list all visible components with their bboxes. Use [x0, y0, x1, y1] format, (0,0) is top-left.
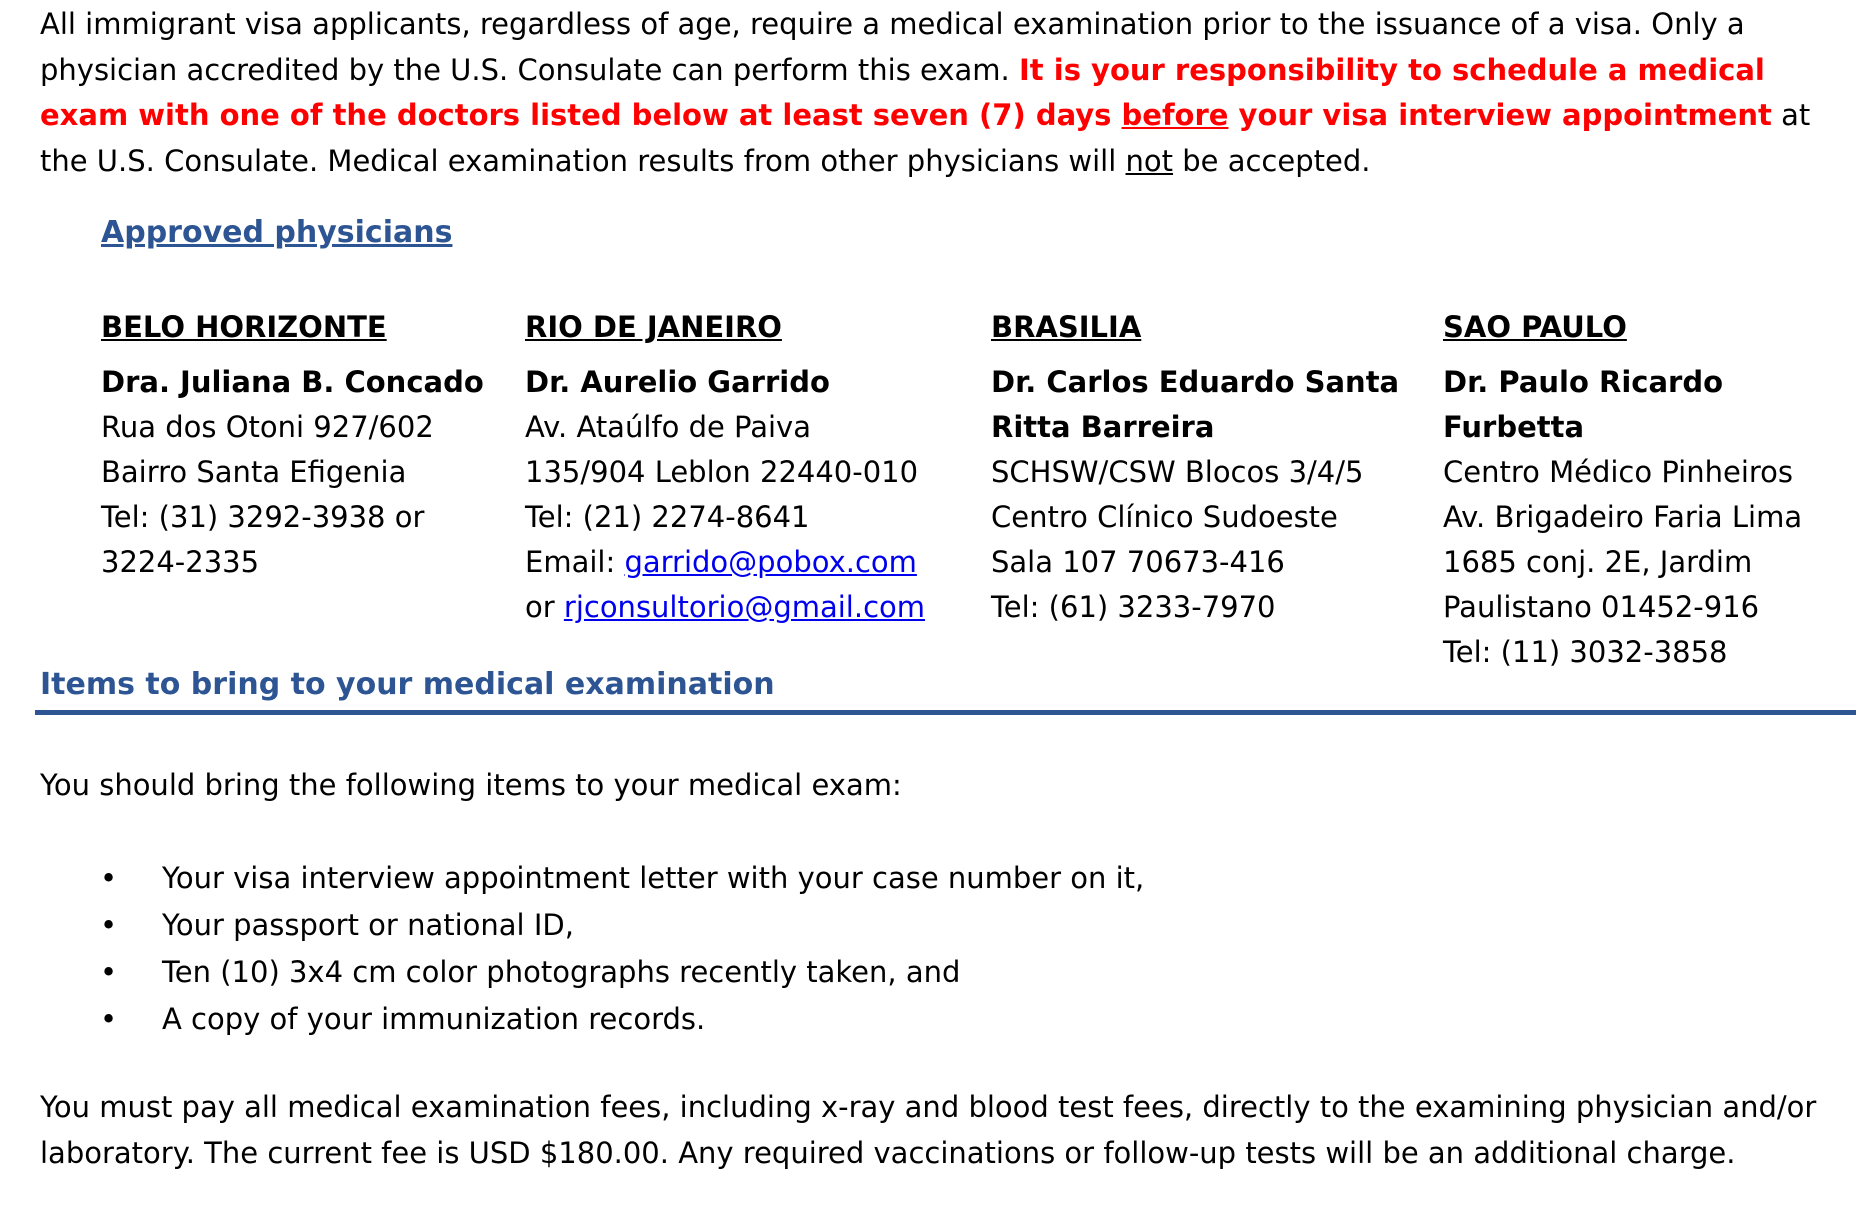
- bullet-icon: •: [100, 1002, 118, 1036]
- phone-line: Tel: (21) 2274-8641: [525, 500, 810, 534]
- list-item-text: A copy of your immunization records.: [162, 1002, 706, 1036]
- intro-text-1: All immigrant visa applicants, regardless of age, require a medical examination prior to the issuance of a visa. Only a physician accredited by the U.S. Consulate can perform this exam.: [40, 7, 1745, 87]
- intro-red-warning-2: your visa interview appointment: [1228, 98, 1772, 132]
- physician-name: Dra. Juliana B. Concado: [101, 365, 484, 399]
- list-item-text: Ten (10) 3x4 cm color photographs recently taken, and: [162, 955, 961, 989]
- physician-belo-horizonte: [101, 305, 484, 585]
- list-item: [0, 855, 1300, 902]
- list-item-text: Your passport or national ID,: [162, 908, 574, 942]
- physician-brasilia: [991, 305, 1399, 630]
- intro-text-2: at the U.S. Consulate. Medical examination results from other physicians will: [40, 98, 1811, 178]
- phone-line: Tel: (11) 3032-3858: [1443, 635, 1728, 669]
- address-line: Paulistano 01452-916: [1443, 590, 1760, 624]
- intro-text-3: be accepted.: [1173, 143, 1371, 178]
- intro-red-warning-1: It is your responsibility to schedule a medical exam with one of the doctors listed below at least seven (7) days: [40, 52, 1765, 132]
- section-divider: [35, 710, 1856, 715]
- list-item-text: Your visa interview appointment letter with your case number on it,: [162, 861, 1145, 895]
- city-heading: SAO PAULO: [1443, 310, 1627, 344]
- phone-line: Tel: (61) 3233-7970: [991, 590, 1276, 624]
- address-line: Rua dos Otoni 927/602: [101, 410, 434, 444]
- approved-physicians-heading: Approved physicians: [101, 215, 453, 250]
- address-line: Sala 107 70673-416: [991, 545, 1285, 579]
- address-line: 135/904 Leblon 22440-010: [525, 455, 919, 489]
- bullet-icon: •: [100, 861, 118, 895]
- intro-red-warning-before: before: [1121, 98, 1229, 132]
- bullet-icon: •: [100, 908, 118, 942]
- intro-underlined-not: not: [1125, 143, 1174, 178]
- city-heading: BELO HORIZONTE: [101, 310, 387, 344]
- physician-name: Dr. Carlos Eduardo Santa: [991, 365, 1400, 399]
- list-item: [0, 902, 1300, 949]
- bullet-icon: •: [100, 955, 118, 989]
- address-line: 1685 conj. 2E, Jardim: [1443, 545, 1753, 579]
- physician-name-continued: Ritta Barreira: [991, 410, 1215, 444]
- address-line: Centro Clínico Sudoeste: [991, 500, 1338, 534]
- address-line: Bairro Santa Efigenia: [101, 455, 407, 489]
- fees-paragraph: You must pay all medical examination fees, including x-ray and blood test fees, directly to the examining physician and/or laboratory. The current fee is USD $180.00. Any required vaccinations or follow-up tests will be an additional charge.: [40, 1090, 1817, 1170]
- phone-line: 3224-2335: [101, 545, 260, 579]
- city-heading: BRASILIA: [991, 310, 1142, 344]
- address-line: Av. Brigadeiro Faria Lima: [1443, 500, 1803, 534]
- email-line: [525, 585, 925, 630]
- city-heading: RIO DE JANEIRO: [525, 310, 782, 344]
- address-line: Av. Ataúlfo de Paiva: [525, 410, 811, 444]
- physician-name: Dr. Aurelio Garrido: [525, 365, 830, 399]
- intro-paragraph: [40, 2, 1850, 184]
- phone-line: Tel: (31) 3292-3938 or: [101, 500, 425, 534]
- physician-name: Dr. Paulo Ricardo Furbetta: [1443, 365, 1724, 444]
- physician-sao-paulo: [1443, 305, 1865, 675]
- list-item: [0, 949, 1300, 996]
- email-link-rjconsultorio[interactable]: rjconsultorio@gmail.com: [563, 590, 926, 624]
- address-line: SCHSW/CSW Blocos 3/4/5: [991, 455, 1364, 489]
- items-list: [0, 855, 1300, 1043]
- list-item: [0, 996, 1300, 1043]
- physician-rio-de-janeiro: [525, 305, 925, 630]
- email-or: or: [525, 590, 564, 624]
- address-line: Centro Médico Pinheiros: [1443, 455, 1794, 489]
- email-link-garrido[interactable]: garrido@pobox.com: [624, 545, 917, 579]
- email-line: [525, 540, 925, 585]
- items-section-heading: Items to bring to your medical examination: [40, 667, 775, 702]
- items-intro: You should bring the following items to your medical exam:: [40, 768, 902, 802]
- email-prefix: Email:: [525, 545, 625, 579]
